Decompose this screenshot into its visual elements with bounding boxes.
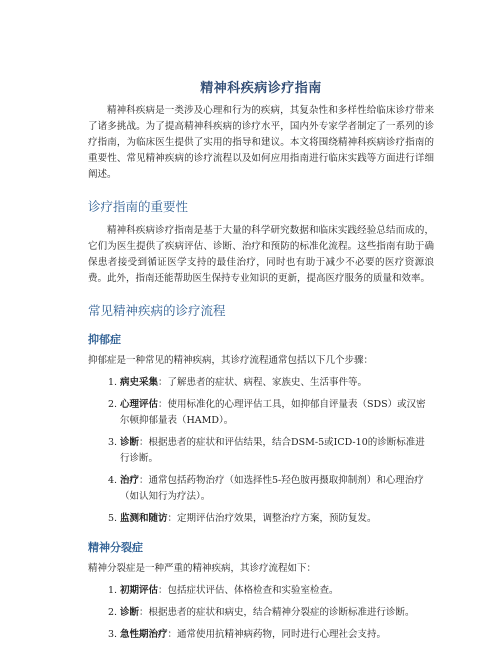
list-item: 2. 心理评估：使用标准化的心理评估工具，如抑郁自评量表（SDS）或汉密尔顿抑郁量表（HAMD）。 [108, 399, 426, 426]
section-heading-importance: 诊疗指南的重要性 [88, 199, 189, 214]
subheading-schizophrenia: 精神分裂症 [88, 541, 143, 554]
depression-steps-list [88, 375, 434, 527]
intro-paragraph: 精神科疾病是一类涉及心理和行为的疾病，其复杂性和多样性给临床诊疗带来了诸多挑战。为了提高精神科疾病的诊疗水平，国内外专家学者制定了一系列的诊疗指南，为临床医生提供了实用的指导和建议。本文将围绕精神科疾病诊疗指南的重要性、常见精神疾病的诊疗流程以及如何应用指南进行临床实践等方面进行详细阐述。 [88, 105, 434, 180]
list-item: 3. 诊断：根据患者的症状和评估结果，结合DSM-5或ICD-10的诊断标准进行诊断。 [108, 437, 425, 464]
depression-intro: 抑郁症是一种常见的精神疾病，其诊疗流程通常包括以下几个步骤： [88, 355, 374, 366]
page-title: 精神科疾病诊疗指南 [200, 81, 322, 96]
list-item: 4. 治疗：通常包括药物治疗（如选择性5-羟色胺再摄取抑制剂）和心理治疗（如认知行为疗法）。 [108, 475, 424, 502]
list-item: 5. 监测和随访：定期评估治疗效果，调整治疗方案，预防复发。 [108, 513, 377, 524]
section-heading-workflow: 常见精神疾病的诊疗流程 [88, 303, 226, 318]
list-item: 2. 诊断：根据患者的症状和病史，结合精神分裂症的诊断标准进行诊断。 [108, 607, 415, 618]
importance-paragraph: 精神科疾病诊疗指南是基于大量的科学研究数据和临床实践经验总结而成的，它们为医生提供了疾病评估、诊断、治疗和预防的标准化流程。这些指南有助于确保患者接受到循证医学支持的最佳治疗，同时也有助于减少不必要的医疗资源浪费。此外，指南还能帮助医生保持专业知识的更新，提高医疗服务的质量和效率。 [88, 225, 434, 284]
list-item: 1. 病史采集：了解患者的症状、病程、家族史、生活事件等。 [108, 377, 368, 388]
schizophrenia-intro: 精神分裂症是一种严重的精神疾病，其诊疗流程如下： [88, 563, 317, 574]
list-item: 1. 初期评估：包括症状评估、体格检查和实验室检查。 [108, 585, 339, 596]
subheading-depression: 抑郁症 [88, 333, 121, 346]
schizophrenia-steps-list [88, 583, 434, 643]
list-item: 3. 急性期治疗：通常使用抗精神病药物，同时进行心理社会支持。 [108, 629, 387, 640]
